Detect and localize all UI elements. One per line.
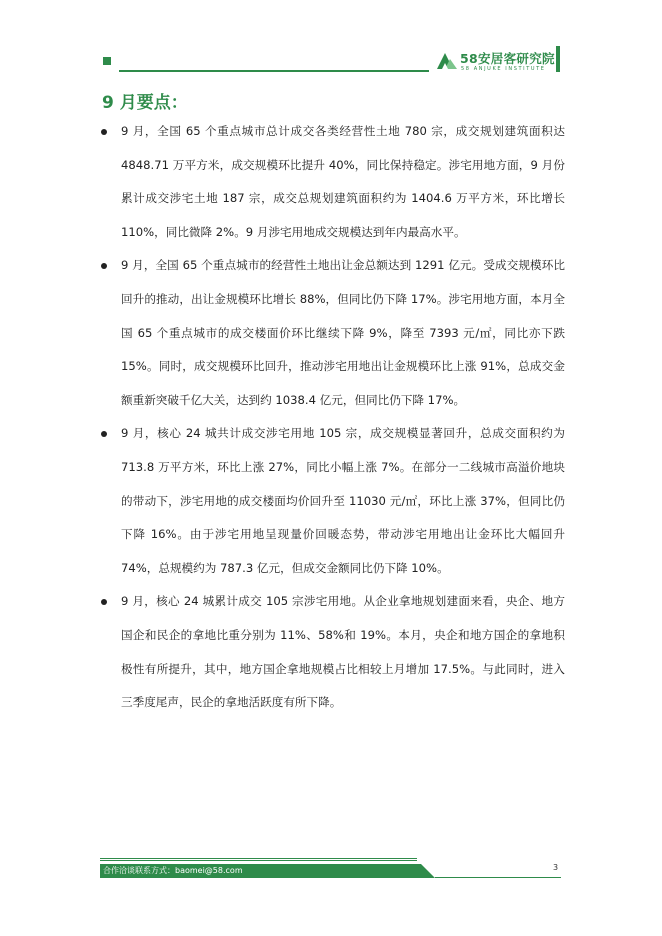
header-vertical-bar (556, 46, 560, 72)
header-rule (119, 70, 429, 72)
key-point-item: 9 月，核心 24 城累计成交 105 宗涉宅用地。从企业拿地规划建面来看，央企、地方国企和民企的拿地比重分别为 11%、58%和 19%。本月，央企和地方国企的拿地积极性有所提升，其中，地方国企拿地规模占比相较上月增加 17.5%。与此同时，进入三季度尾声，民企的拿地活跃度有所下降。 (100, 585, 565, 719)
footer-rule-bottom (100, 860, 417, 861)
page-number: 3 (553, 863, 559, 872)
key-points-list (100, 115, 565, 720)
footer-contact: 合作洽谈联系方式：baomei@58.com (103, 866, 243, 875)
section-title: 9 月要点： (102, 93, 188, 113)
logo-subtitle: 58 ANJUKE INSTITUTE (461, 66, 546, 72)
header-square-marker (103, 57, 111, 65)
key-point-item: 9 月，核心 24 城共计成交涉宅用地 105 宗，成交规模显著回升，总成交面积约为 713.8 万平方米，环比上涨 27%，同比小幅上涨 7%。在部分一二线城市高溢价地块的带动下，涉宅用地的成交楼面均价回升至 11030 元/㎡，环比上涨 37%，但同比仍下降 16%。由于涉宅用地呈现量价回暖态势，带动涉宅用地出让金环比大幅回升 74%，总规模约为 787.3 亿元，但成交金额同比仍下降 10%。 (100, 417, 565, 585)
footer-rule-top (100, 858, 417, 859)
logo-mountain-icon (436, 49, 458, 71)
brand-logo (436, 48, 556, 76)
key-point-item: 9 月，全国 65 个重点城市总计成交各类经营性土地 780 宗，成交规划建筑面积达 4848.71 万平方米，成交规模环比提升 40%，同比保持稳定。涉宅用地方面，9 月份累计成交涉宅土地 187 宗，成交总规划建筑面积约为 1404.6 万平方米，环比增长 110%，同比微降 2%。9 月涉宅用地成交规模达到年内最高水平。 (100, 115, 565, 249)
key-point-item: 9 月，全国 65 个重点城市的经营性土地出让金总额达到 1291 亿元。受成交规模环比回升的推动，出让金规模环比增长 88%，但同比仍下降 17%。涉宅用地方面，本月全国 65 个重点城市的成交楼面价环比继续下降 9%，降至 7393 元/㎡，同比亦下跌 15%。同时，成交规模环比回升，推动涉宅用地出让金规模环比上涨 91%，总成交金额重新突破千亿大关，达到约 1038.4 亿元，但同比仍下降 17%。 (100, 249, 565, 417)
logo-name: 58安居客研究院 (460, 51, 555, 66)
